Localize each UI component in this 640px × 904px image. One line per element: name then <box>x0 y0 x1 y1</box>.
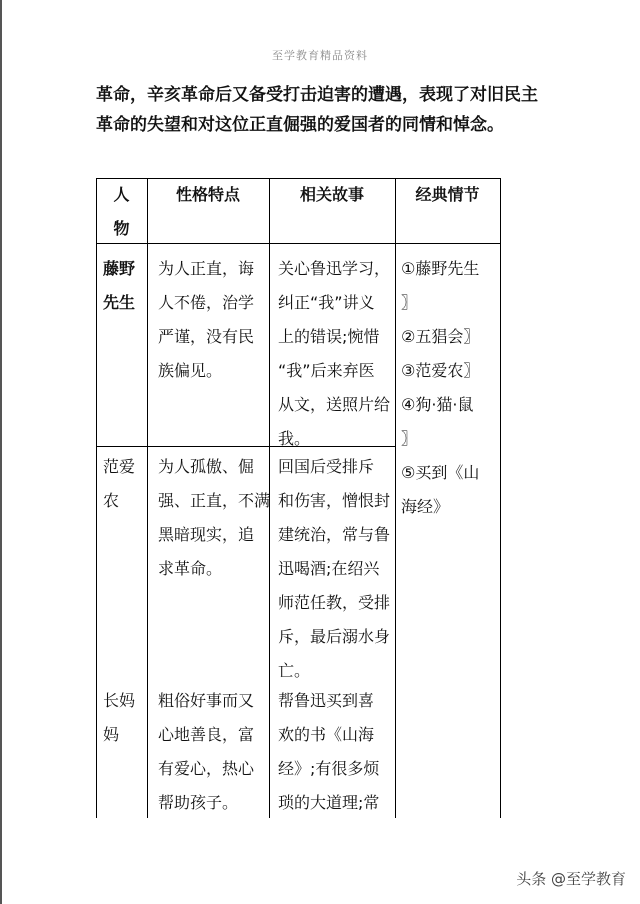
header-person: 人 物 <box>113 185 130 238</box>
row-person: 范爱 农 <box>103 457 136 510</box>
source-watermark: 头条 @至学教育 <box>516 870 626 888</box>
plot-item: 〗 <box>401 293 418 312</box>
plot-item: ④狗·猫·鼠 <box>401 395 474 414</box>
header-story: 相关故事 <box>299 185 364 204</box>
plot-item: 海经》 <box>401 497 450 516</box>
row-story: 帮鲁迅买到喜 欢的书《山海 经》;有很多烦 琐的大道理;常 <box>278 691 380 812</box>
row-traits: 为人正直，诲 人不倦，治学 严谨，没有民 族偏见。 <box>158 259 255 380</box>
row-traits: 为人孤傲、倔 强、正直，不满 黑暗现实，追 求革命。 <box>158 457 271 578</box>
plot-item: ①藤野先生 <box>401 259 480 278</box>
row-traits: 粗俗好事而又 心地善良，富 有爱心，热心 帮助孩子。 <box>158 691 255 812</box>
row-story: 关心鲁迅学习， 纠正“我”讲义 上的错误;惋惜 “我”后来弃医 从文，送照片给 我。 <box>278 259 391 448</box>
header-traits: 性格特点 <box>175 185 240 204</box>
plot-item: ⑤买到《山 <box>401 463 480 482</box>
table-col-line <box>395 178 396 818</box>
row-story: 回国后受排斥 和伤害，憎恨封 建统治，常与鲁 迅喝酒;在绍兴 师范任教，受排 斥，最后溺水身 亡。 <box>278 457 391 680</box>
intro-line: 革命的失望和对这位正直倔强的爱国者的同情和悼念。 <box>96 115 504 135</box>
intro-paragraph <box>96 80 616 140</box>
page-border <box>0 0 2 904</box>
table-rule-header <box>96 243 501 244</box>
page-header: 至学教育精品资料 <box>272 49 368 62</box>
row-person: 藤野 先生 <box>103 259 136 312</box>
plot-item: 〗 <box>401 429 418 448</box>
row-person: 长妈 妈 <box>103 691 136 744</box>
character-table <box>96 178 501 818</box>
table-col-line <box>500 178 501 818</box>
table-col-line <box>96 178 97 818</box>
table-col-line <box>147 178 148 818</box>
header-plot: 经典情节 <box>415 185 480 204</box>
plot-item: ②五猖会〗 <box>401 327 480 346</box>
plot-item: ③范爱农〗 <box>401 361 480 380</box>
intro-line: 革命，辛亥革命后又备受打击迫害的遭遇，表现了对旧民主 <box>96 85 538 105</box>
plot-list <box>401 252 479 524</box>
